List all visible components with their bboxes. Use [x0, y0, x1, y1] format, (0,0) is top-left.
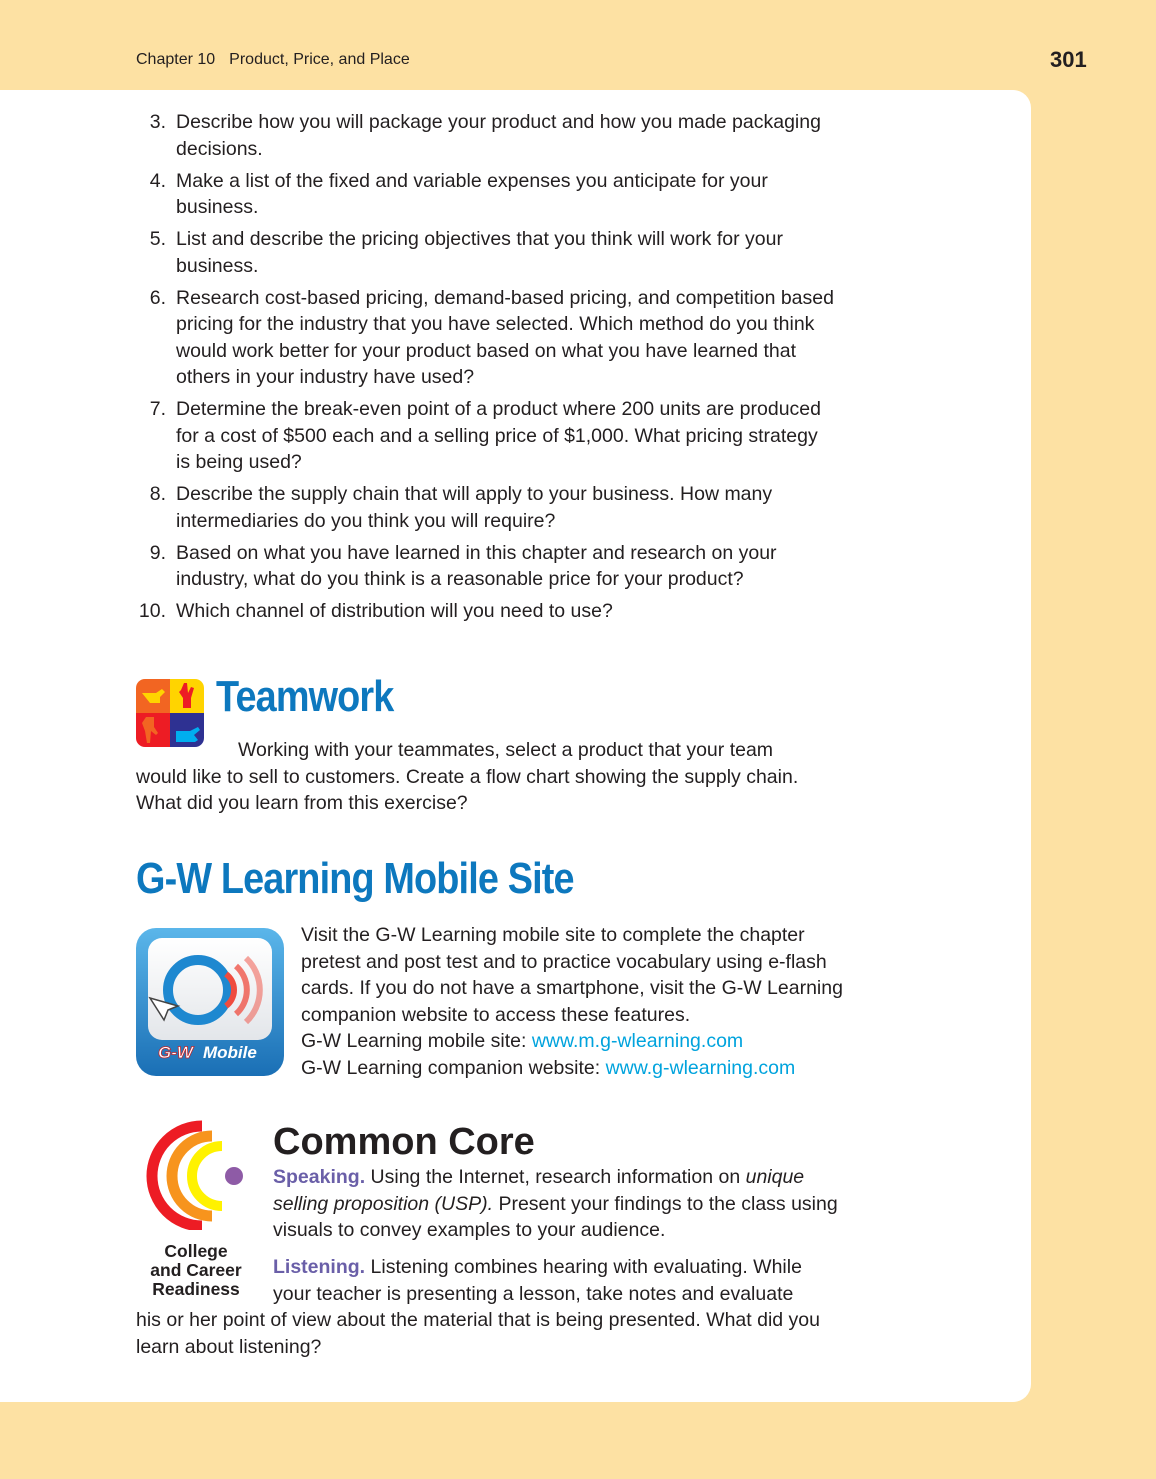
- chapter-title: Product, Price, and Place: [229, 51, 410, 68]
- common-core-heading: Common Core: [273, 1121, 535, 1163]
- list-item: 6. Research cost-based pricing, demand-based pricing, and competition based pricing for the industry that you have selected. Which method do you think would work better for your product based on what you have learned that others in your industry have used?: [149, 286, 834, 388]
- teamwork-heading: Teamwork: [216, 672, 394, 721]
- mobile-site-link[interactable]: www.m.g-wlearning.com: [531, 1030, 744, 1052]
- list-item: 7. Determine the break-even point of a product where 200 units are produced for a cost of $500 each and a selling price of $1,000. What pricing strategy is being used?: [149, 398, 821, 473]
- list-item: 5. List and describe the pricing objectives that you think will work for your business.: [149, 228, 783, 277]
- listening-label: Listening.: [273, 1256, 366, 1278]
- list-item: 4. Make a list of the fixed and variable expenses you anticipate for your business.: [149, 169, 768, 218]
- companion-site-link[interactable]: www.g-wlearning.com: [605, 1056, 796, 1079]
- gw-mobile-body: Visit the G-W Learning mobile site to complete the chapter pretest and post test and to practice vocabulary using e-flash cards. If you do not have a smartphone, visit the G-W Learning companion website to access these features. G-W Learning mobile site: www.m.g-wlearning.com G-W Learning companion website: www.g-wlearning.com: [301, 924, 843, 1079]
- list-item: 10. Which channel of distribution will you need to use?: [138, 600, 613, 622]
- list-item: 8. Describe the supply chain that will apply to your business. How many intermediaries do you think you will require?: [149, 483, 773, 532]
- gw-mobile-text: Mobile: [203, 1043, 257, 1062]
- teamwork-body: Working with your teammates, select a product that your team would like to sell to customers. Create a flow chart showing the supply chain. What did you learn from this exercise?: [136, 739, 799, 814]
- activity-list: [136, 109, 836, 630]
- listening-paragraph: Listening. Listening combines hearing with evaluating. While your teacher is presenting a lesson, take notes and evaluate his or her point of view about the material that is being presented. What did you learn about listening?: [136, 1256, 820, 1358]
- list-item: 9. Based on what you have learned in this chapter and research on your industry, what do you think is a reasonable price for your product?: [149, 541, 777, 590]
- chapter-number: Chapter 10: [136, 51, 216, 68]
- college-career-readiness-label: College and Career Readiness: [150, 1241, 242, 1299]
- page-number: 301: [1050, 47, 1087, 72]
- college-career-readiness-logo: [140, 1120, 252, 1230]
- speaking-label: Speaking.: [273, 1166, 366, 1188]
- gw-mobile-heading: G-W Learning Mobile Site: [136, 854, 574, 903]
- companion-site-label: G-W Learning companion website:: [301, 1056, 601, 1079]
- speaking-paragraph: Speaking. Using the Internet, research information on unique selling proposition (USP). Present your findings to the class using visuals to convey examples to your audience.: [273, 1166, 838, 1241]
- running-header: [136, 51, 410, 69]
- gw-brand-text: G-W: [158, 1043, 193, 1062]
- list-item: 3. Describe how you will package your product and how you made packaging decisions.: [149, 111, 821, 160]
- mobile-site-label: G-W Learning mobile site:: [301, 1030, 527, 1052]
- gw-mobile-app-icon: [136, 928, 284, 1076]
